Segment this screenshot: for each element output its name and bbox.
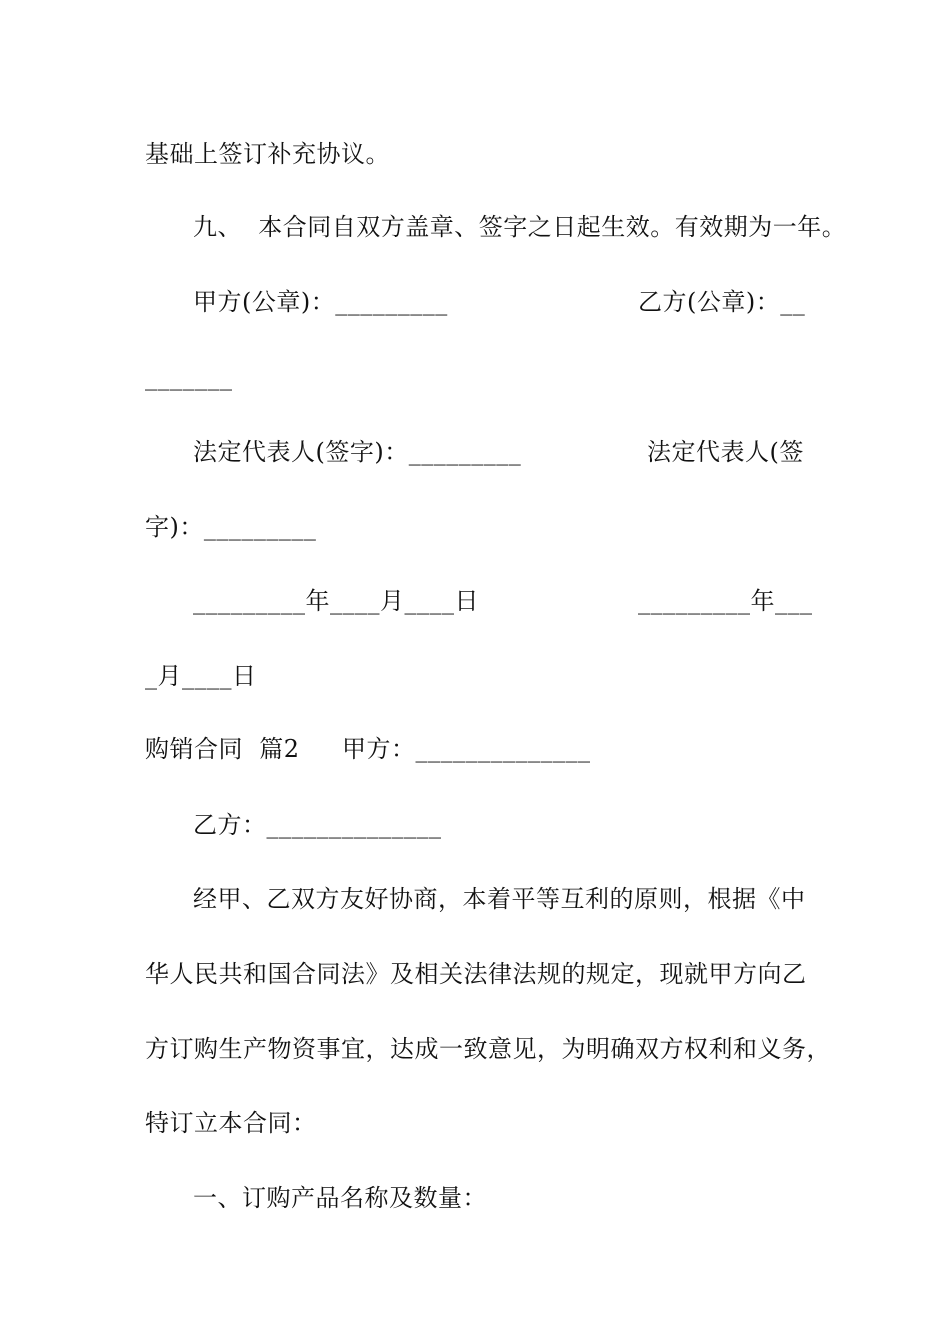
paragraph-line-2: 华人民共和国合同法》及相关法律法规的规定，现就甲方向乙: [145, 960, 807, 988]
party-b-representative: 法定代表人(签: [647, 438, 804, 466]
paragraph-line-1: 经甲、乙双方友好协商，本着平等互利的原则，根据《中: [193, 885, 806, 913]
party-b-date: _________年___: [638, 587, 813, 615]
party-b-date-continued: _月____日: [145, 662, 257, 690]
party-b-seal: 乙方(公章)：__: [638, 288, 806, 316]
party-a-representative: 法定代表人(签字)：_________: [193, 438, 522, 466]
party-b-representative-continued: 字)：_________: [145, 513, 317, 541]
text-line-supplement: 基础上签订补充协议。: [145, 140, 390, 168]
party-b-field: 乙方：______________: [193, 811, 442, 839]
text-line-clause-9: 九、 本合同自双方盖章、签字之日起生效。有效期为一年。: [193, 213, 847, 241]
party-b-seal-continued: _______: [145, 363, 233, 391]
party-a-seal: 甲方(公章)：_________: [193, 288, 448, 316]
party-a-date: _________年____月____日: [193, 587, 479, 615]
party-a-field: 甲方：______________: [342, 735, 591, 763]
paragraph-line-3: 方订购生产物资事宜，达成一致意见，为明确双方权利和义务，: [145, 1035, 831, 1063]
paragraph-line-4: 特订立本合同：: [145, 1109, 317, 1137]
contract-title: 购销合同 篇2: [145, 735, 300, 763]
section-heading-1: 一、订购产品名称及数量：: [193, 1184, 487, 1212]
